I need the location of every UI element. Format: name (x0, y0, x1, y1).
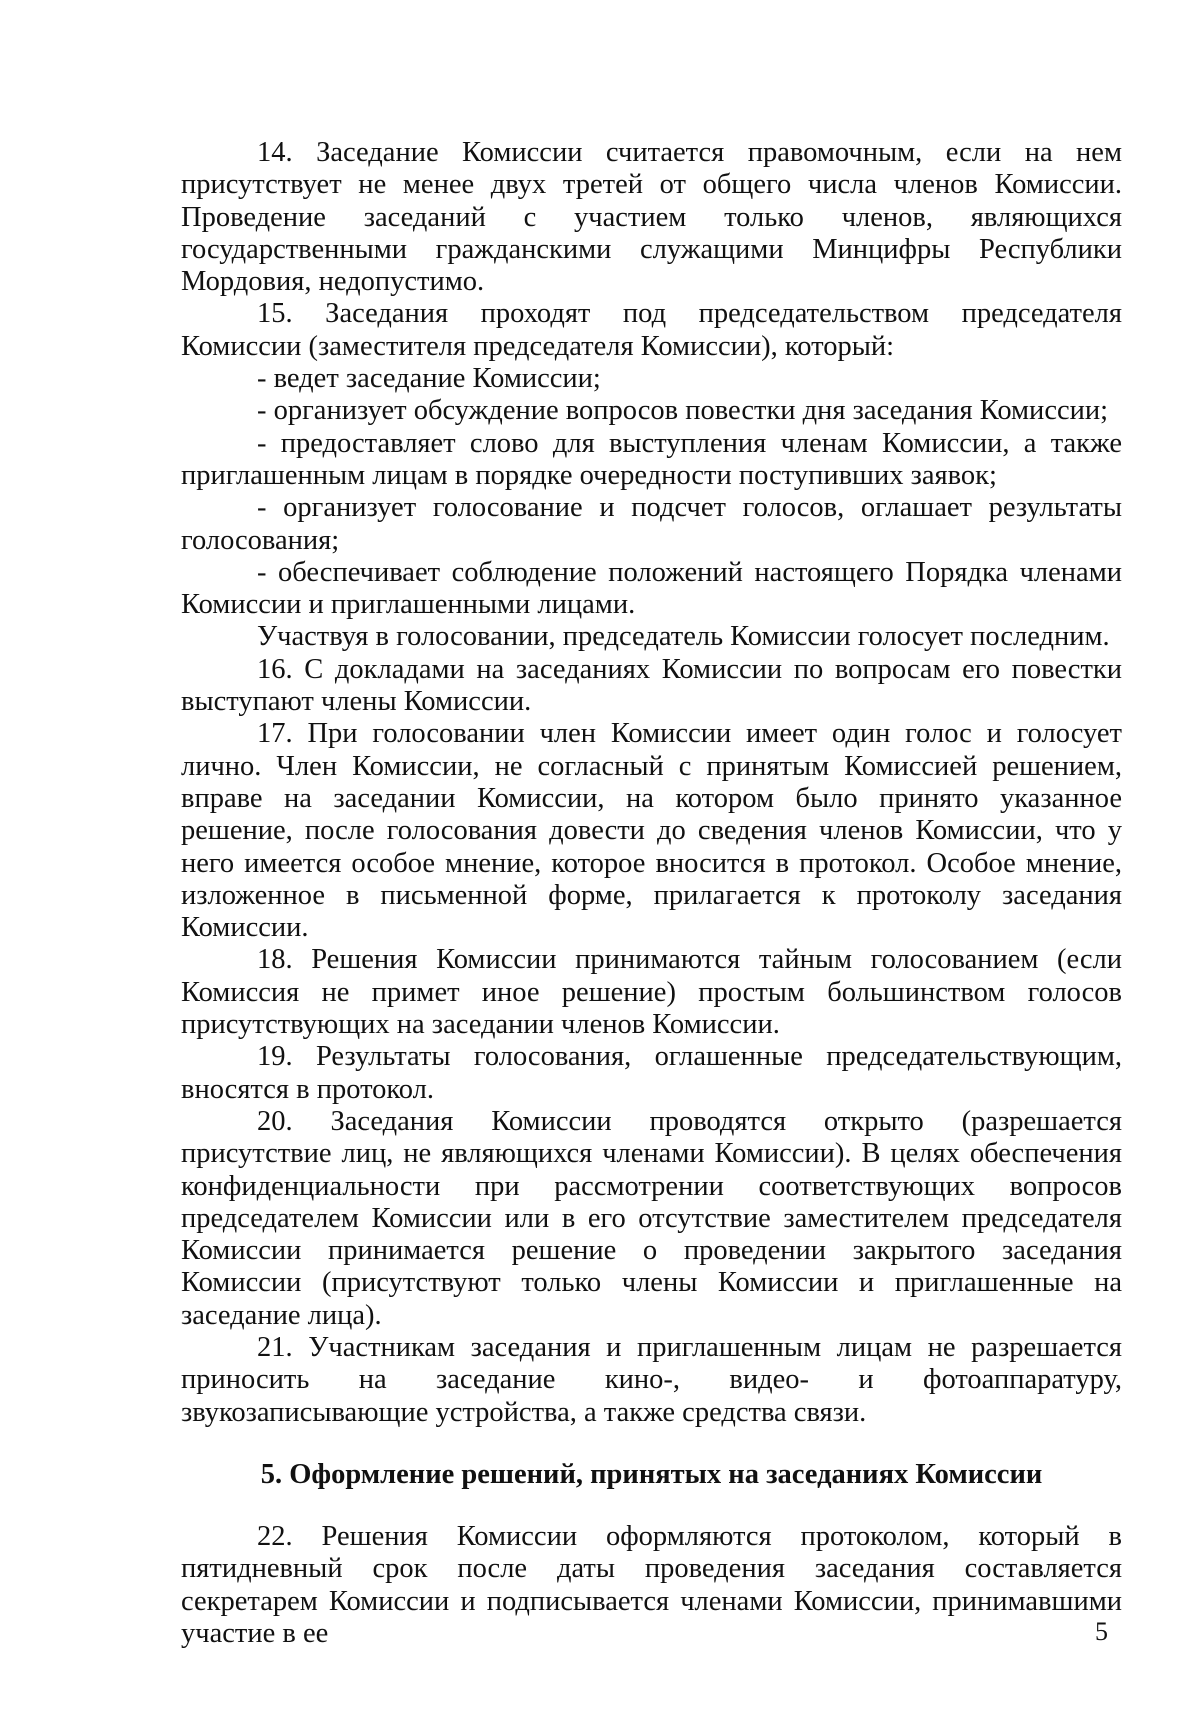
section-heading: 5. Оформление решений, принятых на заседаниях Комиссии (260, 1458, 1043, 1490)
paragraph-14: 14. Заседание Комиссии считается правомочным, если на нем присутствует не менее двух третей от общего числа членов Комиссии. Проведение заседаний с участием только членов, являющихся государственными гражданскими служащими Минцифры Республики Мордовия, недопустимо. (181, 137, 1122, 298)
document-body (181, 137, 1122, 1650)
page-number: 5 (1095, 1617, 1108, 1646)
list-item-gives-floor: - предоставляет слово для выступления членам Комиссии, а также приглашенным лицам в порядке очередности поступивших заявок; (181, 427, 1122, 491)
list-item-organizes-voting: - организует голосование и подсчет голосов, оглашает результаты голосования; (181, 492, 1122, 556)
paragraph-16: 16. С докладами на заседаниях Комиссии по вопросам его повестки выступают члены Комиссии. (181, 653, 1122, 718)
paragraph-15: 15. Заседания проходят под председательством председателя Комиссии (заместителя председателя Комиссии), который: (181, 298, 1122, 362)
paragraph-17: 17. При голосовании член Комиссии имеет один голос и голосует лично. Член Комиссии, не согласный с принятым Комиссией решением, вправе на заседании Комиссии, на котором было принято указанное решение, после голосования довести до сведения членов Комиссии, что у него имеется особое мнение, которое вносится в протокол. Особое мнение, изложенное в письменной форме, прилагается к протоколу заседания Комиссии. (181, 718, 1122, 944)
list-item-ensures-compliance: - обеспечивает соблюдение положений настоящего Порядка членами Комиссии и приглашенными лицами. (181, 556, 1122, 621)
list-item-organizes-discussion: - организует обсуждение вопросов повестки дня заседания Комиссии; (257, 395, 1109, 427)
paragraph-19: 19. Результаты голосования, оглашенные председательствующим, вносятся в протокол. (181, 1041, 1122, 1105)
list-item-conducts-meeting: - ведет заседание Комиссии; (257, 363, 601, 395)
paragraph-21: 21. Участникам заседания и приглашенным лицам не разрешается приносить на заседание кино-, видео- и фотоаппаратуру, звукозаписывающие устройства, а также средства связи. (181, 1331, 1122, 1428)
paragraph-22: 22. Решения Комиссии оформляются протоколом, который в пятидневный срок после даты проведения заседания составляется секретарем Комиссии и подписывается членами Комиссии, принимавшими участие в ее (181, 1521, 1122, 1650)
paragraph-20: 20. Заседания Комиссии проводятся открыто (разрешается присутствие лиц, не являющихся членами Комиссии). В целях обеспечения конфиденциальности при рассмотрении соответствующих вопросов председателем Комиссии или в его отсутствие заместителем председателя Комиссии принимается решение о проведении закрытого заседания Комиссии (присутствуют только члены Комиссии и приглашенные на заседание лица). (181, 1105, 1122, 1331)
paragraph-18: 18. Решения Комиссии принимаются тайным голосованием (если Комиссия не примет иное решение) простым большинством голосов присутствующих на заседании членов Комиссии. (181, 944, 1122, 1041)
paragraph-chair-votes-last: Участвуя в голосовании, председатель Комиссии голосует последним. (257, 621, 1110, 653)
